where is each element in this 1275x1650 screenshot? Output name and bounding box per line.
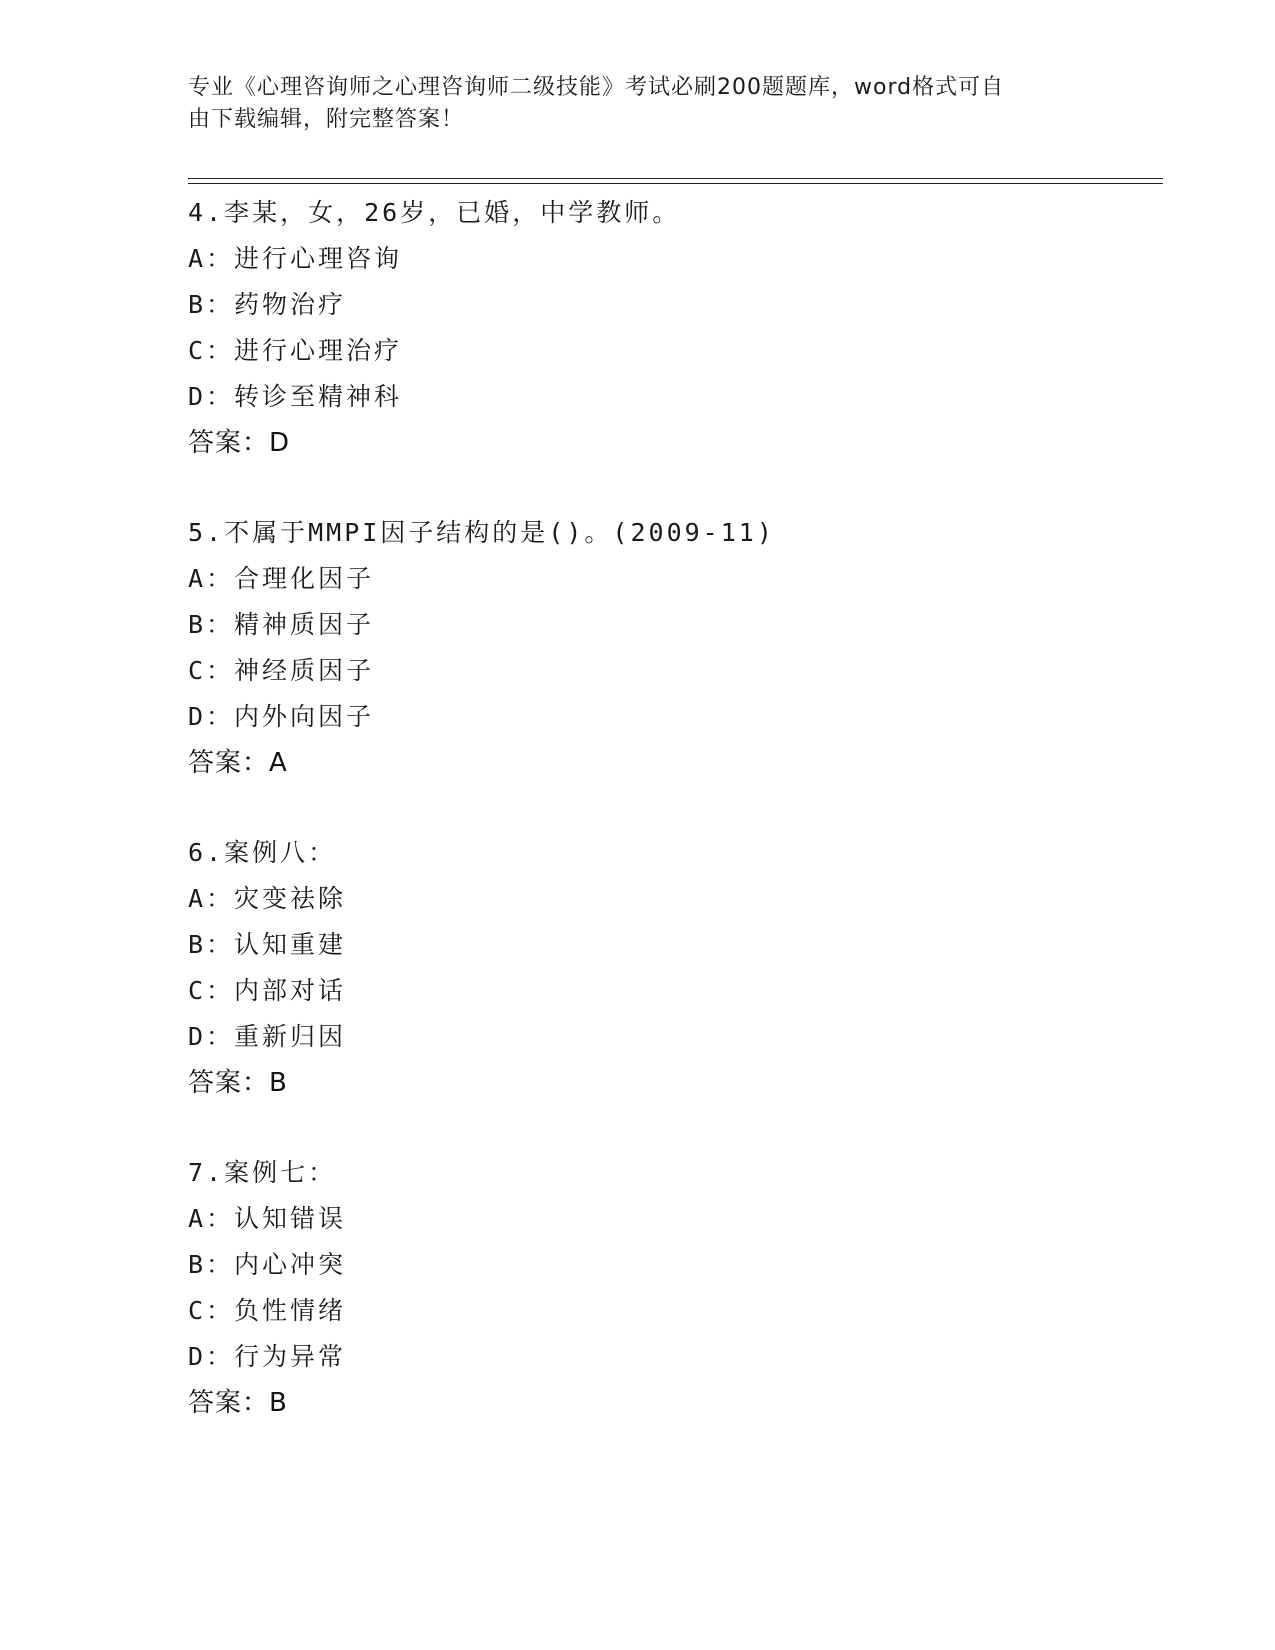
- question-stem: 6.案例八：: [188, 838, 337, 867]
- option-d: D：内外向因子: [188, 702, 375, 731]
- question-block: [188, 1150, 1148, 1426]
- option-c: C：内部对话: [188, 976, 347, 1005]
- option-c: C：进行心理治疗: [188, 336, 403, 365]
- option-b: B：药物治疗: [188, 290, 347, 319]
- header-line-2: 由下载编辑，附完整答案！: [188, 107, 465, 132]
- option-a: A：灾变祛除: [188, 884, 347, 913]
- question-stem: 5.不属于MMPI因子结构的是()。(2009-11): [188, 518, 775, 547]
- question-block: [188, 830, 1148, 1106]
- question-block: [188, 510, 1148, 786]
- option-b: B：精神质因子: [188, 610, 375, 639]
- option-a: A：合理化因子: [188, 564, 375, 593]
- question-block: [188, 190, 1148, 466]
- answer-line: 答案：B: [188, 1388, 288, 1418]
- document-header: [188, 72, 1078, 136]
- option-b: B：内心冲突: [188, 1250, 347, 1279]
- header-line-1: 专业《心理咨询师之心理咨询师二级技能》考试必刷200题题库，word格式可自: [188, 75, 1005, 100]
- option-a: A：认知错误: [188, 1204, 347, 1233]
- option-d: D：转诊至精神科: [188, 382, 403, 411]
- question-stem: 7.案例七：: [188, 1158, 337, 1187]
- answer-line: 答案：B: [188, 1068, 288, 1098]
- header-divider-top: [188, 178, 1163, 179]
- option-c: C：负性情绪: [188, 1296, 347, 1325]
- answer-line: 答案：D: [188, 428, 291, 458]
- option-c: C：神经质因子: [188, 656, 375, 685]
- header-divider-bottom: [188, 183, 1163, 184]
- answer-line: 答案：A: [188, 748, 288, 778]
- option-d: D：重新归因: [188, 1022, 347, 1051]
- option-b: B：认知重建: [188, 930, 347, 959]
- option-a: A：进行心理咨询: [188, 244, 403, 273]
- option-d: D：行为异常: [188, 1342, 347, 1371]
- question-stem: 4.李某，女，26岁，已婚，中学教师。: [188, 198, 681, 227]
